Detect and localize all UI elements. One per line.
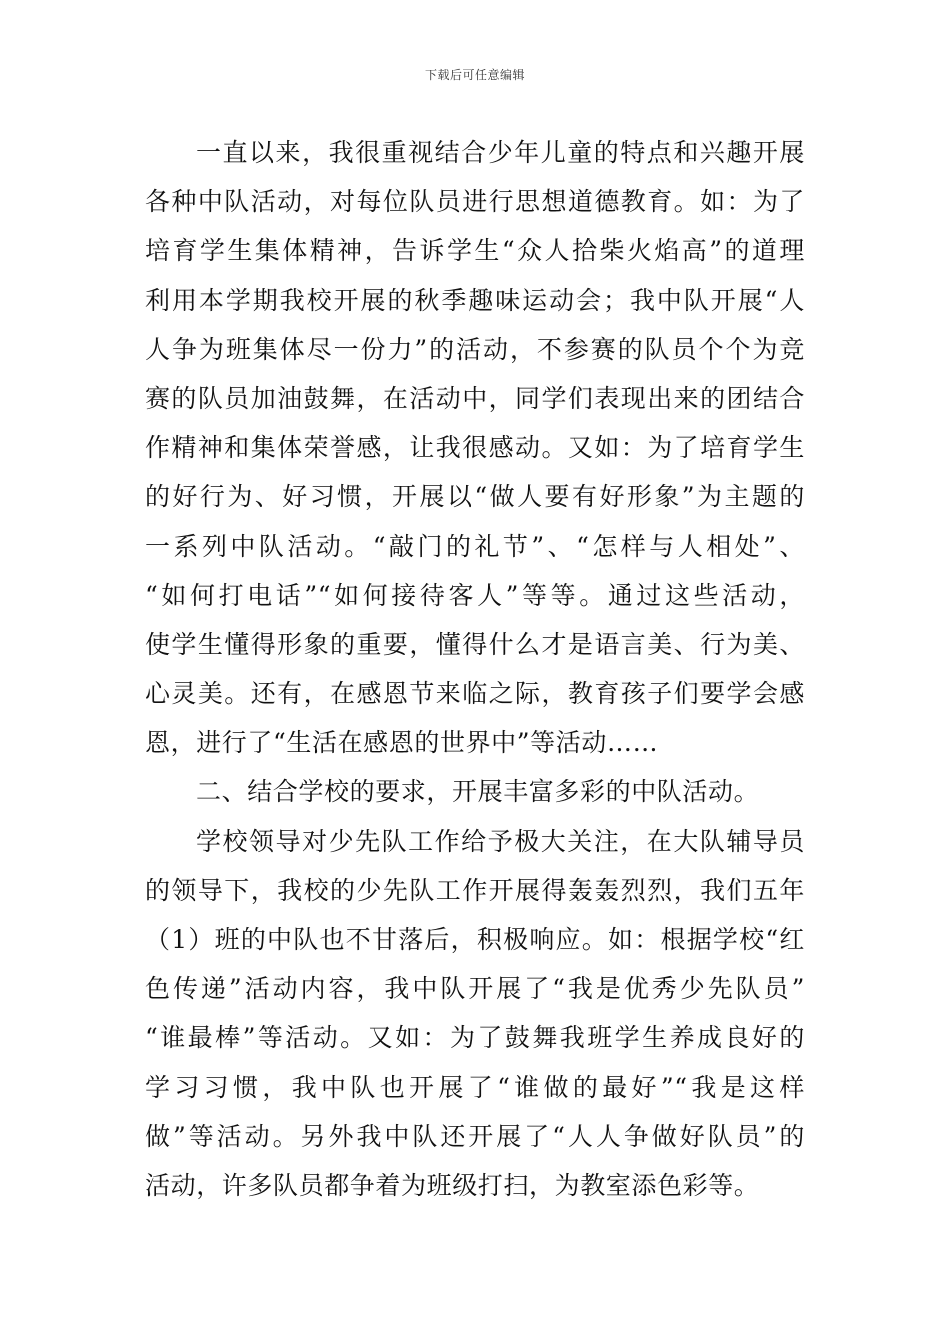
text-line: 活动，许多队员都争着为班级打扫，为教室添色彩等。 <box>145 1170 760 1200</box>
text-line: 心灵美。还有，在感恩节来临之际，教育孩子们要学会感 <box>145 679 805 709</box>
text-line: （1）班的中队也不甘落后，积极响应。如：根据学校“红 <box>145 925 805 954</box>
text-line: 一直以来，我很重视结合少年儿童的特点和兴趣开展 <box>196 138 805 167</box>
text-line: 作精神和集体荣誉感，让我很感动。又如：为了培育学生 <box>145 433 805 463</box>
text-line: “如何打电话”“如何接待客人”等等。通过这些活动， <box>145 580 805 610</box>
text-line: 各种中队活动，对每位队员进行思想道德教育。如：为了 <box>145 187 805 217</box>
text-line: 利用本学期我校开展的秋季趣味运动会；我中队开展“人 <box>145 285 805 315</box>
text-line: 的领导下，我校的少先队工作开展得轰轰烈烈，我们五年 <box>145 875 805 905</box>
document-body <box>145 128 805 1210</box>
section-heading: 二、结合学校的要求，开展丰富多彩的中队活动。 <box>196 777 760 807</box>
text-line: “谁最棒”等活动。又如：为了鼓舞我班学生养成良好的 <box>145 1023 805 1053</box>
text-line: 使学生懂得形象的重要，懂得什么才是语言美、行为美、 <box>145 629 805 659</box>
text-line: 人争为班集体尽一份力”的活动，不参赛的队员个个为竞 <box>145 334 805 364</box>
paragraph-3 <box>145 817 805 1211</box>
header-note: 下载后可任意编辑 <box>424 68 525 82</box>
text-line: 色传递”活动内容，我中队开展了“我是优秀少先队员” <box>145 974 805 1004</box>
text-line: 学校领导对少先队工作给予极大关注，在大队辅导员 <box>196 826 805 856</box>
text-line: 学习习惯，我中队也开展了“谁做的最好”“我是这样 <box>145 1072 805 1102</box>
text-line: 一系列中队活动。“敲门的礼节”、“怎样与人相处”、 <box>145 531 805 561</box>
text-line: 培育学生集体精神，告诉学生“众人拾柴火焰高”的道理 <box>145 236 805 266</box>
text-line: 赛的队员加油鼓舞，在活动中，同学们表现出来的团结合 <box>145 383 805 413</box>
text-line: 做”等活动。另外我中队还开展了“人人争做好队员”的 <box>145 1121 805 1151</box>
paragraph-2-heading <box>145 767 805 816</box>
text-line: 恩，进行了“生活在感恩的世界中”等活动…… <box>145 728 659 758</box>
paragraph-1 <box>145 128 805 767</box>
text-line: 的好行为、好习惯，开展以“做人要有好形象”为主题的 <box>145 482 805 512</box>
